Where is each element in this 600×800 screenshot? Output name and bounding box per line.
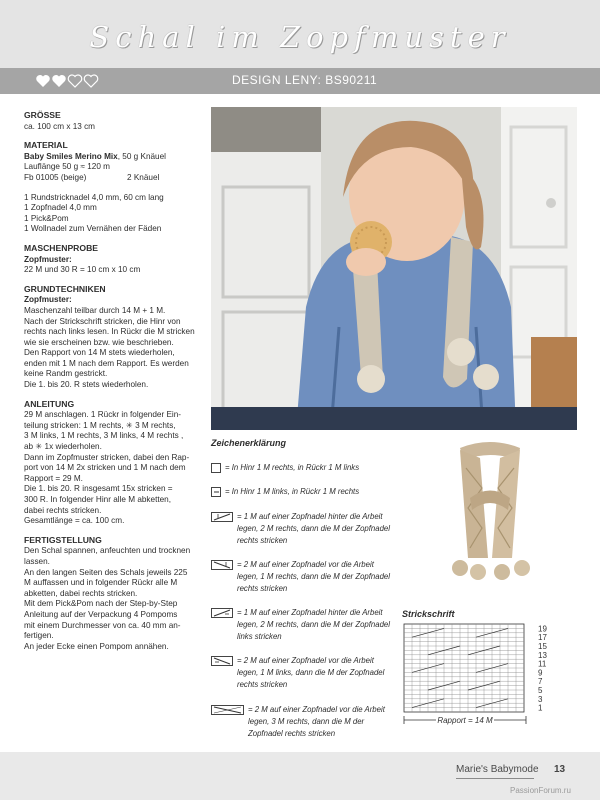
- subheading-zopfmuster: Zopfmuster:: [24, 295, 72, 305]
- section-anleitung: [24, 399, 204, 527]
- text-line: keine Randm gestrickt.: [24, 369, 108, 379]
- text-line: Nach der Strickschrift stricken, die Hinr von: [24, 316, 181, 326]
- yarn-line: [24, 152, 204, 163]
- row-number: 11: [538, 659, 547, 669]
- legend-item: = 2 M auf einer Zopfnadel vor die Arbeit legen, 1 M links, dann die M der Zopfnadel rechts stricken: [211, 655, 391, 690]
- text-line: port von 14 M 2x stricken und 1 M nach dem: [24, 463, 186, 473]
- row-number: 17: [538, 633, 547, 643]
- hearts-icon: [35, 73, 105, 89]
- tool-item: 1 Wollnadel zum Vernähen der Fäden: [24, 224, 162, 234]
- legend-item: = In Hinr 1 M links, in Rückr 1 M rechts: [211, 486, 391, 498]
- farbe: Fb 01005 (beige): [24, 172, 87, 182]
- row-number: 1: [538, 703, 543, 713]
- heading-grundtechniken: GRUNDTECHNIKEN: [24, 283, 106, 294]
- section-fertigstellung: [24, 535, 204, 653]
- cable-left-purl-icon: [211, 656, 233, 666]
- legend-item: = 1 M auf einer Zopfnadel hinter die Arbeit legen, 2 M rechts, dann die M der Zopfnadel links stricken: [211, 607, 391, 642]
- menge: 2 Knäuel: [127, 172, 160, 182]
- cable-left-icon: [211, 560, 233, 570]
- tool-item: 1 Zopfnadel 4,0 mm: [24, 203, 97, 213]
- row-number: 19: [538, 624, 547, 634]
- heading-anleitung: ANLEITUNG: [24, 398, 75, 409]
- heading-maschenprobe: MASCHENPROBE: [24, 242, 99, 253]
- text-line: enden mit 1 M nach dem Rapport. Es werden: [24, 358, 189, 368]
- row-number: 3: [538, 694, 543, 704]
- text-line: fertigen.: [24, 631, 54, 641]
- legend-title: Zeichenerklärung: [211, 438, 287, 448]
- heading-material: MATERIAL: [24, 140, 68, 151]
- yarn-weight: , 50 g Knäuel: [117, 151, 166, 161]
- symbol-purl-icon: [211, 487, 221, 497]
- legend-item: = 2 M auf einer Zopfnadel vor die Arbeit legen, 3 M rechts, dann die M der Zopfnadel rechts stricken: [211, 704, 391, 739]
- page-title: Schal im Zopfmuster: [89, 20, 511, 54]
- maschenprobe-text: 22 M und 30 R = 10 cm x 10 cm: [24, 265, 141, 275]
- text-line: Die 1. bis 20. R stets wiederholen.: [24, 380, 149, 390]
- text-line: dabei rechts stricken.: [24, 505, 102, 515]
- text-line: ab ✳ 1x wiederholen.: [24, 442, 102, 452]
- text-line: Den Rapport von 14 M stets wiederholen,: [24, 348, 175, 358]
- text-line: lassen.: [24, 556, 50, 566]
- design-label: DESIGN LENY: BS90211: [232, 73, 378, 87]
- lauflaenge: Lauflänge 50 g ≈ 120 m: [24, 162, 110, 172]
- cable-right-purl-icon: [211, 608, 233, 618]
- heading-groesse: GRÖSSE: [24, 110, 61, 120]
- text-line: teilung stricken: 1 M rechts, ✳ 3 M rechts,: [24, 420, 176, 430]
- text-line: abketten, dabei rechts stricken.: [24, 588, 138, 598]
- section-material: [24, 140, 204, 235]
- farbe-line: [24, 173, 204, 184]
- text-line: Anleitung auf der Verpackung 4 Pompoms: [24, 609, 178, 619]
- section-groesse: [24, 110, 204, 132]
- section-grundtechniken: [24, 284, 204, 391]
- tool-item: 1 Rundstricknadel 4,0 mm, 60 cm lang: [24, 192, 164, 202]
- text-line: An den langen Seiten des Schals jeweils 225: [24, 567, 188, 577]
- cable-wide-icon: [211, 705, 244, 715]
- legend-item: = In Hinr 1 M rechts, in Rückr 1 M links: [211, 462, 391, 474]
- text-line: M auffassen und in folgender Rückr alle M: [24, 578, 178, 588]
- legend-item: = 2 M auf einer Zopfnadel vor die Arbeit legen, 1 M rechts, dann die M der Zopfnadel rechts stricken: [211, 559, 391, 594]
- text-line: mit einem Durchmesser von ca. 40 mm an-: [24, 620, 181, 630]
- child-photo: [211, 107, 577, 430]
- symbol-knit-icon: [211, 463, 221, 473]
- chart-title: Strickschrift: [402, 609, 455, 619]
- text-line: 3 M links, 1 M rechts, 3 M links, 4 M rechts ,: [24, 431, 184, 441]
- row-number: 9: [538, 668, 543, 678]
- heading-fertigstellung: FERTIGSTELLUNG: [24, 534, 102, 545]
- row-number: 15: [538, 642, 547, 651]
- text-line: Mit dem Pick&Pom nach der Step-by-Step: [24, 599, 178, 609]
- text-line: Dann im Zopfmuster stricken, dabei den Rap-: [24, 452, 190, 462]
- magazine-brand: Marie's Babymode: [456, 764, 539, 775]
- row-number: 13: [538, 650, 547, 660]
- text-line: Gesamtlänge = ca. 100 cm.: [24, 516, 125, 526]
- text-line: rechts nach links lesen. In Rückr die M stricken: [24, 327, 195, 337]
- knitting-chart: [400, 620, 580, 735]
- text-line: Den Schal spannen, anfeuchten und trocknen: [24, 546, 191, 556]
- text-line: Die 1. bis 20. R insgesamt 15x stricken =: [24, 484, 173, 494]
- scarf-image: [430, 438, 550, 583]
- text-line: An jeder Ecke einen Pompom annähen.: [24, 641, 169, 651]
- row-number: 7: [538, 677, 543, 687]
- text-line: 300 R. In folgender Hinr alle M abketten,: [24, 495, 172, 504]
- chart-row-numbers: [538, 624, 547, 712]
- yarn-name: Baby Smiles Merino Mix: [24, 151, 118, 161]
- brand-underline: [456, 778, 534, 779]
- subheading-zopfmuster: Zopfmuster:: [24, 254, 72, 264]
- instructions-column: [24, 110, 204, 660]
- rapport-label: Rapport = 14 M: [437, 716, 493, 725]
- section-maschenprobe: [24, 243, 204, 276]
- groesse-text: ca. 100 cm x 13 cm: [24, 121, 95, 131]
- chart-grid: [404, 624, 524, 712]
- row-number: 5: [538, 686, 543, 695]
- text-line: Rapport = 29 M.: [24, 473, 83, 483]
- tool-item: 1 Pick&Pom: [24, 213, 69, 223]
- text-line: wie sie erscheinen bzw. wie beschrieben.: [24, 337, 174, 347]
- watermark: PassionForum.ru: [510, 786, 571, 795]
- cable-right-icon: [211, 512, 233, 522]
- text-line: Maschenzahl teilbar durch 14 M + 1 M.: [24, 305, 166, 315]
- legend-item: = 1 M auf einer Zopfnadel hinter die Arbeit legen, 2 M rechts, dann die M der Zopfnadel rechts stricken: [211, 511, 391, 546]
- page-number: 13: [554, 764, 566, 775]
- text-line: 29 M anschlagen. 1 Rückr in folgender Ein-: [24, 410, 182, 420]
